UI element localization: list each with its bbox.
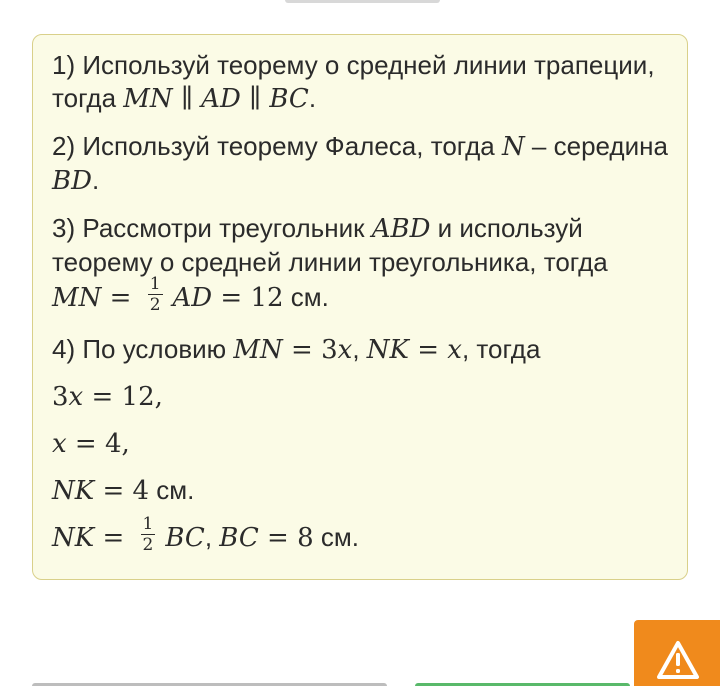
step-2-line-1 bbox=[52, 130, 669, 164]
text-run: 4) По условию bbox=[52, 334, 234, 364]
math-number: = 12, bbox=[83, 382, 163, 412]
math-expression: N bbox=[501, 132, 525, 162]
step-2 bbox=[52, 130, 669, 198]
fraction bbox=[141, 515, 156, 554]
text-run: , bbox=[352, 334, 367, 364]
fraction-numerator: 1 bbox=[142, 513, 154, 534]
step-2-line-2 bbox=[52, 164, 669, 198]
step-4-line-5 bbox=[52, 513, 669, 555]
math-expression: BD bbox=[52, 166, 92, 196]
text-run: – середина bbox=[524, 131, 668, 161]
hint-solution-card bbox=[32, 34, 688, 580]
step-4-line-3 bbox=[52, 427, 669, 461]
math-variable: x bbox=[337, 335, 353, 365]
step-3-line-3 bbox=[52, 273, 669, 315]
step-4-line-4 bbox=[52, 474, 669, 508]
math-variable: x bbox=[52, 429, 67, 459]
step-3 bbox=[52, 212, 669, 315]
math-expression: NK bbox=[366, 335, 409, 365]
text-run: , bbox=[204, 522, 220, 552]
math-expression: NK bbox=[52, 476, 95, 506]
math-expression: NK bbox=[52, 523, 95, 553]
report-problem-button[interactable] bbox=[634, 620, 720, 686]
math-expression: BC bbox=[219, 523, 259, 553]
math-number: = 3 bbox=[282, 335, 338, 365]
math-operator: = bbox=[408, 335, 448, 365]
fraction-denominator: 2 bbox=[142, 534, 154, 555]
fraction-denominator: 2 bbox=[149, 294, 161, 315]
math-operator: = bbox=[94, 523, 133, 553]
math-expression: ABD bbox=[371, 214, 431, 244]
step-1-line-1: 1) Используй теорему о средней линии трапеции, bbox=[52, 50, 655, 80]
unit-text: см. bbox=[313, 522, 359, 552]
math-expression: MN ∥ AD ∥ BC bbox=[123, 84, 309, 114]
math-expression: MN bbox=[52, 283, 102, 313]
math-expression: AD bbox=[172, 283, 213, 313]
step-1-line-2 bbox=[52, 82, 669, 116]
math-number: = 4, bbox=[66, 429, 130, 459]
math-variable: x bbox=[68, 382, 84, 412]
text-run: . bbox=[91, 165, 100, 195]
unit-text: см. bbox=[149, 475, 195, 505]
unit-text: см. bbox=[283, 282, 329, 312]
text-run: , тогда bbox=[461, 334, 541, 364]
math-number: = 8 bbox=[258, 523, 314, 553]
step-4 bbox=[52, 333, 669, 555]
text-run: . bbox=[308, 83, 317, 113]
top-edge-element bbox=[285, 0, 440, 3]
step-3-line-1 bbox=[52, 212, 669, 246]
fraction bbox=[148, 275, 163, 314]
math-variable: x bbox=[447, 335, 462, 365]
text-run: и используй bbox=[430, 213, 583, 243]
math-number: 3 bbox=[52, 382, 69, 412]
math-expression: MN bbox=[233, 335, 283, 365]
text-run: тогда bbox=[52, 83, 124, 113]
step-4-line-2 bbox=[52, 380, 669, 414]
math-operator: = bbox=[101, 283, 140, 313]
math-expression: BC bbox=[165, 523, 205, 553]
text-run: 3) Рассмотри треугольник bbox=[52, 213, 372, 243]
math-number: = 4 bbox=[94, 476, 150, 506]
math-number: = 12 bbox=[212, 283, 284, 313]
warning-triangle-icon bbox=[656, 640, 700, 680]
fraction-numerator: 1 bbox=[149, 273, 161, 294]
text-run: 2) Используй теорему Фалеса, тогда bbox=[52, 131, 502, 161]
step-1 bbox=[52, 49, 669, 116]
step-3-line-2: теорему о средней линии треугольника, тогда bbox=[52, 247, 608, 277]
step-4-line-1 bbox=[52, 333, 669, 367]
